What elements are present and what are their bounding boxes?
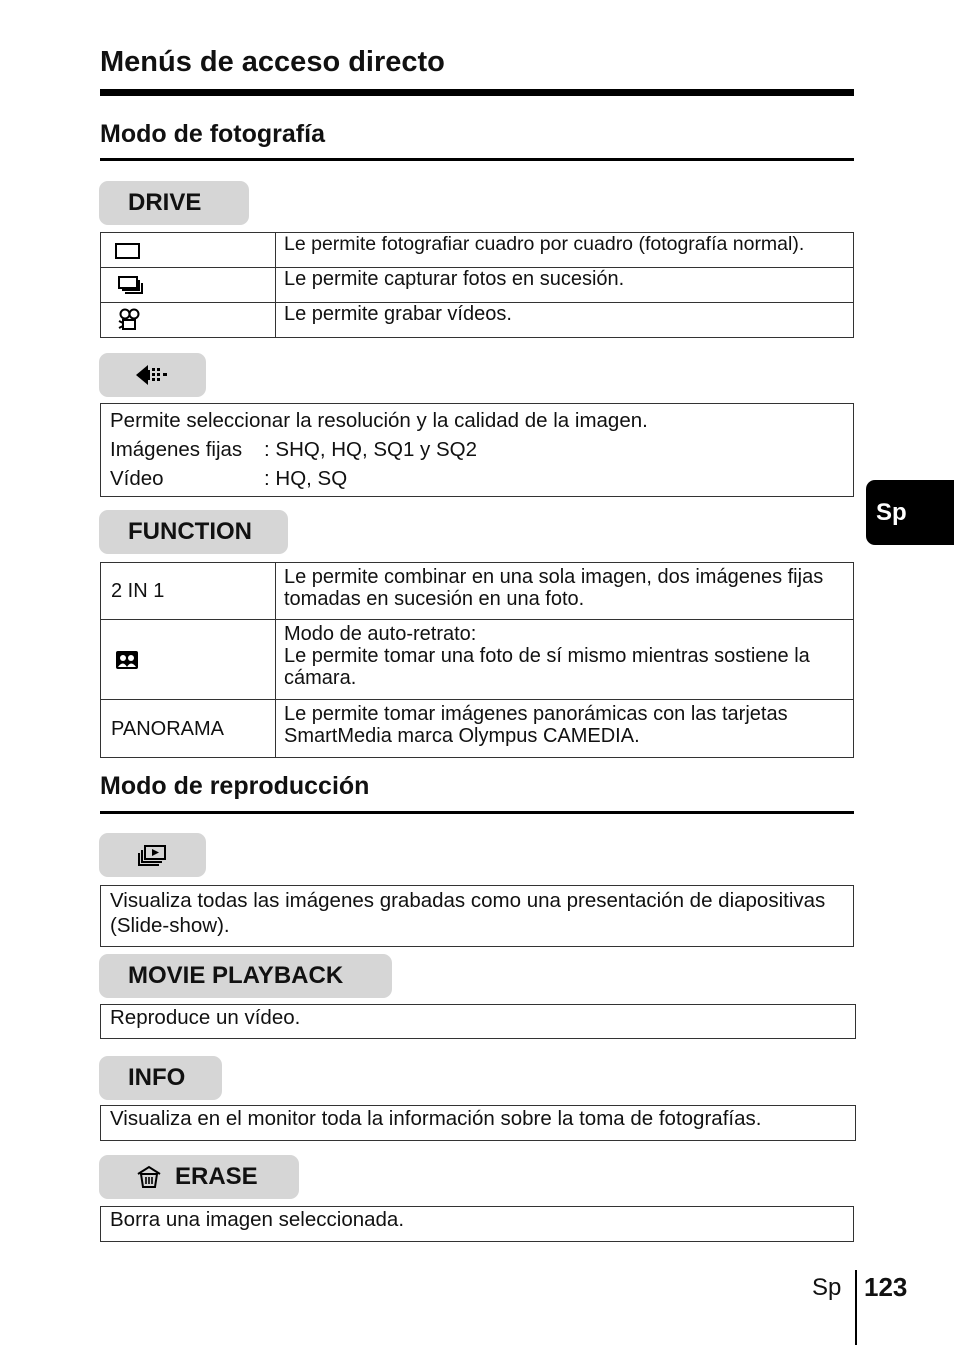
function-table [100, 562, 854, 758]
table-row [101, 233, 854, 268]
record-mode-box [100, 403, 854, 497]
video-row [110, 464, 844, 493]
table-row [101, 620, 854, 700]
function-desc: Le permite tomar imágenes panorámicas con las tarjetas SmartMedia marca Olympus CAMEDIA. [276, 700, 854, 758]
self-portrait-desc: Le permite tomar una foto de sí mismo mientras sostiene la cámara. [284, 645, 810, 689]
video-label: Vídeo [110, 467, 164, 490]
table-row [101, 563, 854, 620]
section-rule [100, 158, 854, 161]
info-tab [99, 1056, 222, 1100]
function-name: PANORAMA [101, 700, 276, 758]
trash-icon [135, 1164, 163, 1190]
erase-box [100, 1206, 854, 1242]
erase-tab [99, 1155, 299, 1199]
function-label: FUNCTION [128, 518, 252, 545]
function-tab [99, 510, 288, 554]
record-mode-desc: Permite seleccionar la resolución y la calidad de la imagen. [110, 409, 648, 432]
info-label: INFO [128, 1064, 186, 1091]
slideshow-icon [136, 842, 170, 868]
movie-playback-box [100, 1004, 856, 1039]
still-label: Imágenes fijas [110, 438, 243, 461]
table-row [101, 700, 854, 758]
erase-label: ERASE [175, 1163, 258, 1190]
self-portrait-icon [101, 620, 276, 700]
footer-divider [855, 1270, 857, 1345]
erase-desc: Borra una imagen seleccionada. [110, 1208, 405, 1231]
side-tab-label: Sp [876, 498, 907, 526]
page-title: Menús de acceso directo [100, 46, 445, 78]
table-row [101, 303, 854, 338]
single-frame-icon [101, 233, 276, 268]
movie-playback-label: MOVIE PLAYBACK [128, 962, 344, 989]
footer-language: Sp [812, 1274, 842, 1301]
drive-desc: Le permite grabar vídeos. [276, 303, 854, 338]
language-side-tab [866, 480, 954, 545]
drive-desc: Le permite fotografiar cuadro por cuadro (fotografía normal). [276, 233, 854, 268]
drive-tab [99, 181, 249, 225]
title-rule [100, 89, 854, 96]
sequential-shooting-icon [101, 268, 276, 303]
drive-label: DRIVE [128, 189, 202, 216]
section-heading-photo: Modo de fotografía [100, 120, 325, 148]
self-portrait-title: Modo de auto-retrato: [284, 623, 477, 645]
table-row [101, 268, 854, 303]
still-value: : SHQ, HQ, SQ1 y SQ2 [264, 438, 478, 461]
still-row [110, 435, 844, 464]
slideshow-tab [99, 833, 206, 877]
page-number: 123 [864, 1272, 908, 1302]
slideshow-box [100, 885, 854, 947]
record-mode-icon [132, 361, 174, 389]
info-desc: Visualiza en el monitor toda la información sobre la toma de fotografías. [110, 1107, 762, 1130]
function-desc [276, 620, 854, 700]
function-name: 2 IN 1 [101, 563, 276, 620]
video-value: : HQ, SQ [264, 467, 348, 490]
movie-playback-desc: Reproduce un vídeo. [110, 1006, 301, 1029]
movie-playback-tab [99, 954, 392, 998]
section-heading-playback: Modo de reproducción [100, 772, 370, 800]
slideshow-desc: Visualiza todas las imágenes grabadas como una presentación de diapositivas (Slide-show). [110, 889, 826, 937]
section-rule [100, 811, 854, 814]
drive-table [100, 232, 854, 338]
info-box [100, 1105, 856, 1141]
record-mode-tab [99, 353, 206, 397]
movie-camera-icon [101, 303, 276, 338]
function-desc: Le permite combinar en una sola imagen, dos imágenes fijas tomadas en sucesión en una foto. [276, 563, 854, 620]
drive-desc: Le permite capturar fotos en sucesión. [276, 268, 854, 303]
